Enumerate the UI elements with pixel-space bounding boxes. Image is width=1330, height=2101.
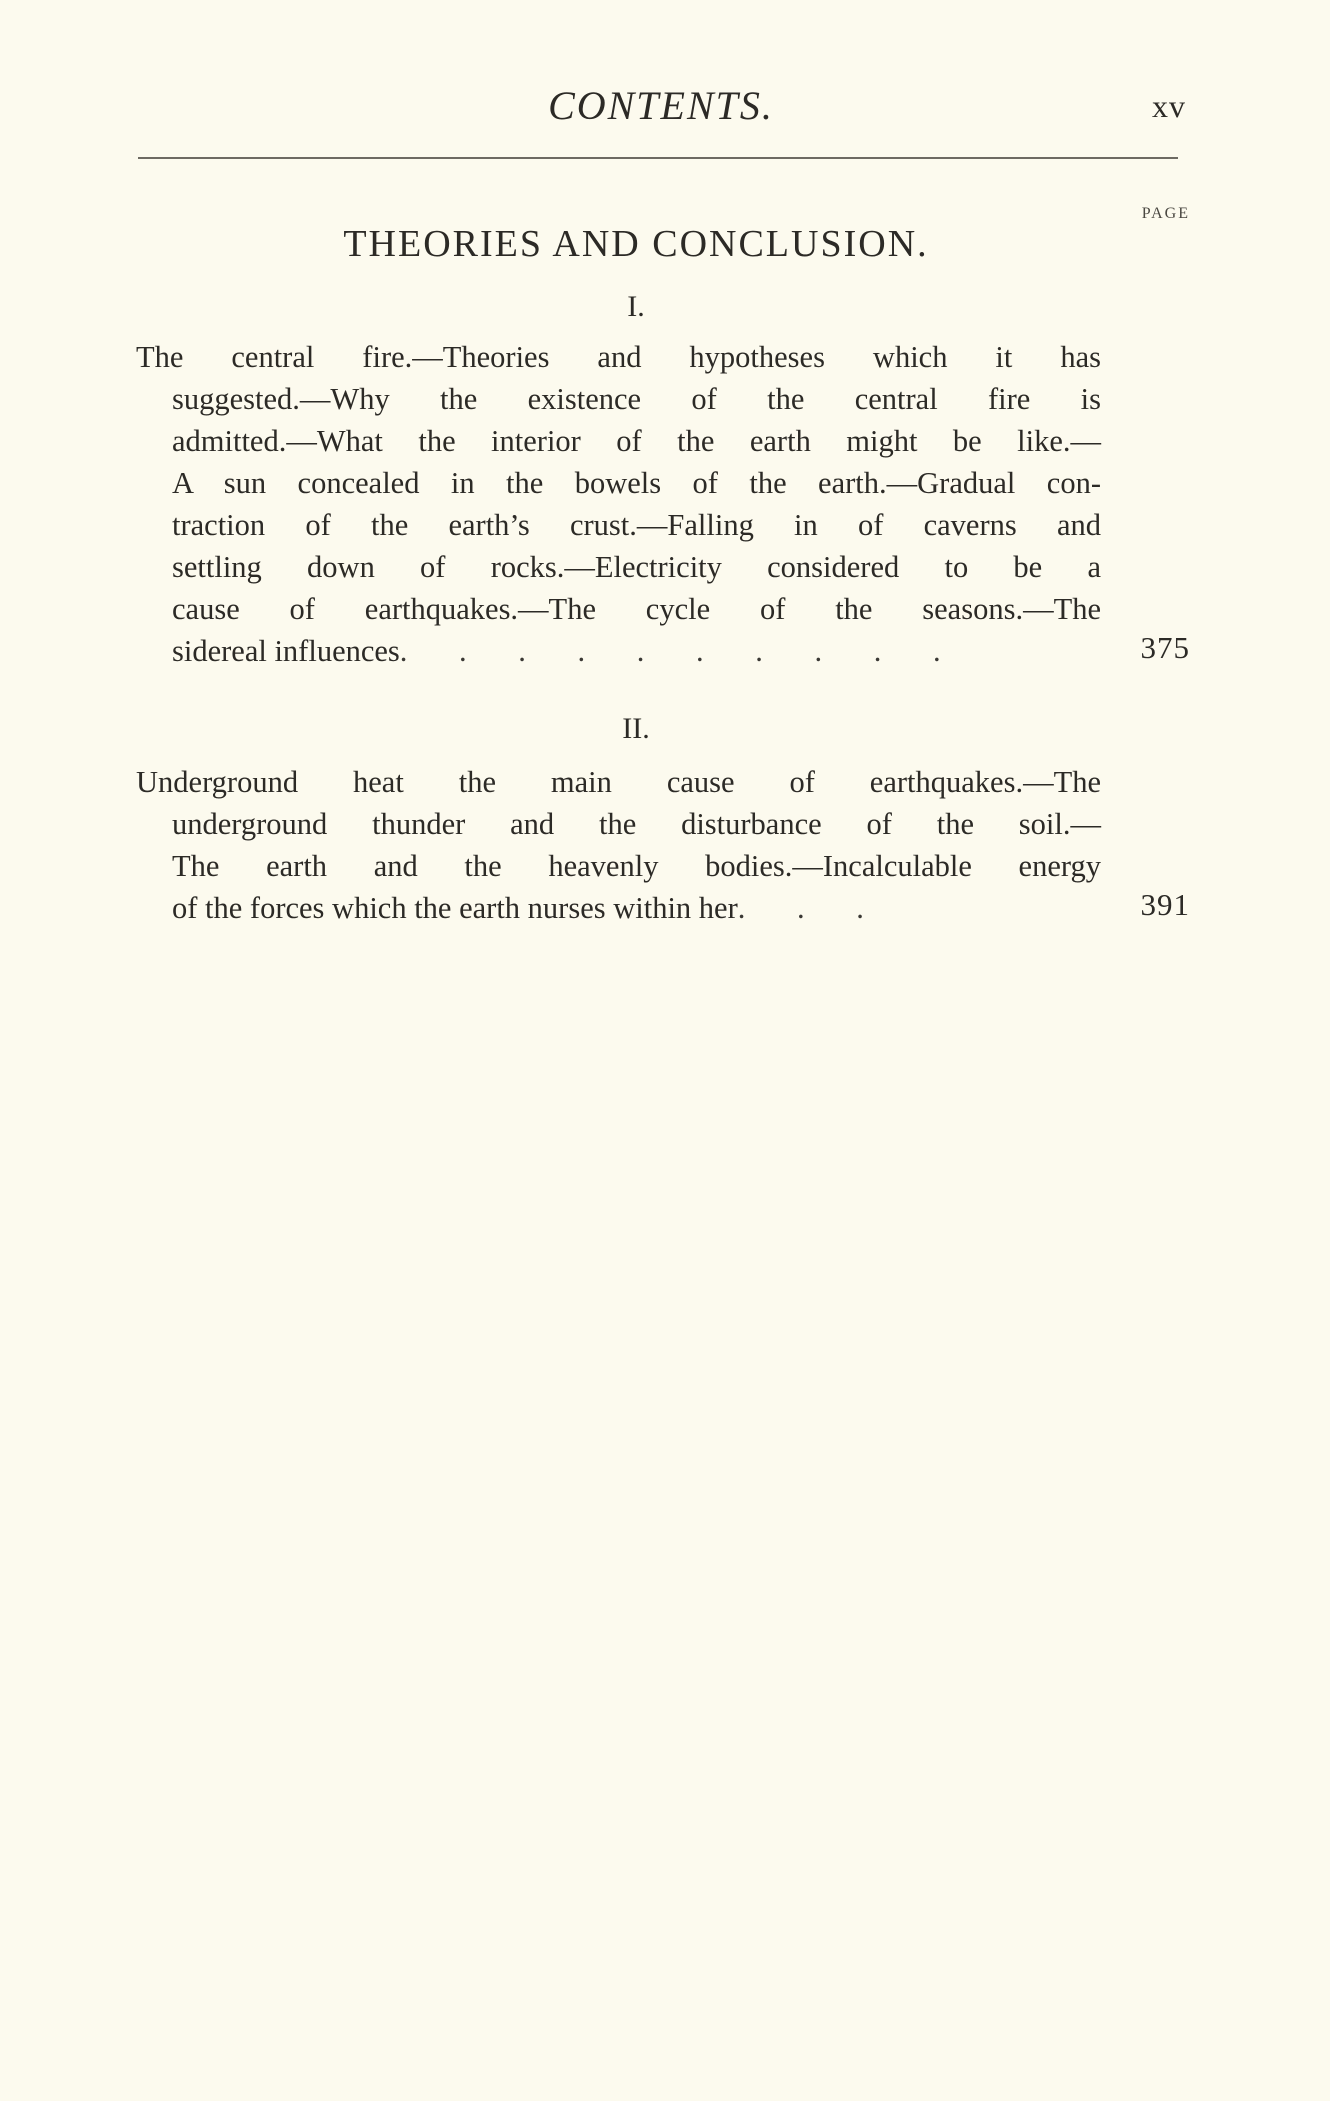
page-column-label: PAGE bbox=[1141, 205, 1190, 222]
page-number: 391 bbox=[1140, 887, 1190, 922]
entry-line: underground thunder and the disturbance of the soil.— bbox=[172, 807, 1101, 841]
entry-line: sidereal influences bbox=[172, 634, 400, 668]
running-head bbox=[136, 82, 1186, 132]
entry-line: A sun concealed in the bowels of the earth.—Gradual con- bbox=[172, 466, 1101, 500]
running-title: CONTENTS. bbox=[548, 83, 774, 128]
entry-line: admitted.—What the interior of the earth might be like.— bbox=[172, 424, 1101, 458]
toc-entry bbox=[136, 761, 1101, 929]
toc-entry bbox=[136, 336, 1101, 672]
entry-line: of the forces which the earth nurses within her bbox=[172, 891, 738, 925]
header-rule bbox=[138, 157, 1178, 159]
chapter-numeral: I. bbox=[627, 290, 645, 323]
chapter-numeral: II. bbox=[622, 712, 650, 745]
entry-last-line bbox=[136, 887, 1101, 929]
section-heading: THEORIES AND CONCLUSION. bbox=[343, 223, 929, 265]
entry-line: Underground heat the main cause of earthquakes.—The bbox=[136, 765, 1101, 799]
entry-last-line bbox=[136, 630, 1101, 672]
entry-line: cause of earthquakes.—The cycle of the seasons.—The bbox=[172, 592, 1101, 626]
entry-line: suggested.—Why the existence of the central fire is bbox=[172, 382, 1101, 416]
entry-line: traction of the earth’s crust.—Falling in of caverns and bbox=[172, 508, 1101, 542]
entry-line: The earth and the heavenly bodies.—Incalculable energy bbox=[172, 849, 1101, 883]
entry-line: The central fire.—Theories and hypotheses which it has bbox=[136, 340, 1101, 374]
dot-leaders: . . . . . . . . . . bbox=[399, 634, 963, 668]
page-number: 375 bbox=[1140, 630, 1190, 665]
folio: xv bbox=[1152, 88, 1186, 124]
dot-leaders: . . . bbox=[737, 891, 886, 925]
entry-line: settling down of rocks.—Electricity considered to be a bbox=[172, 550, 1101, 584]
